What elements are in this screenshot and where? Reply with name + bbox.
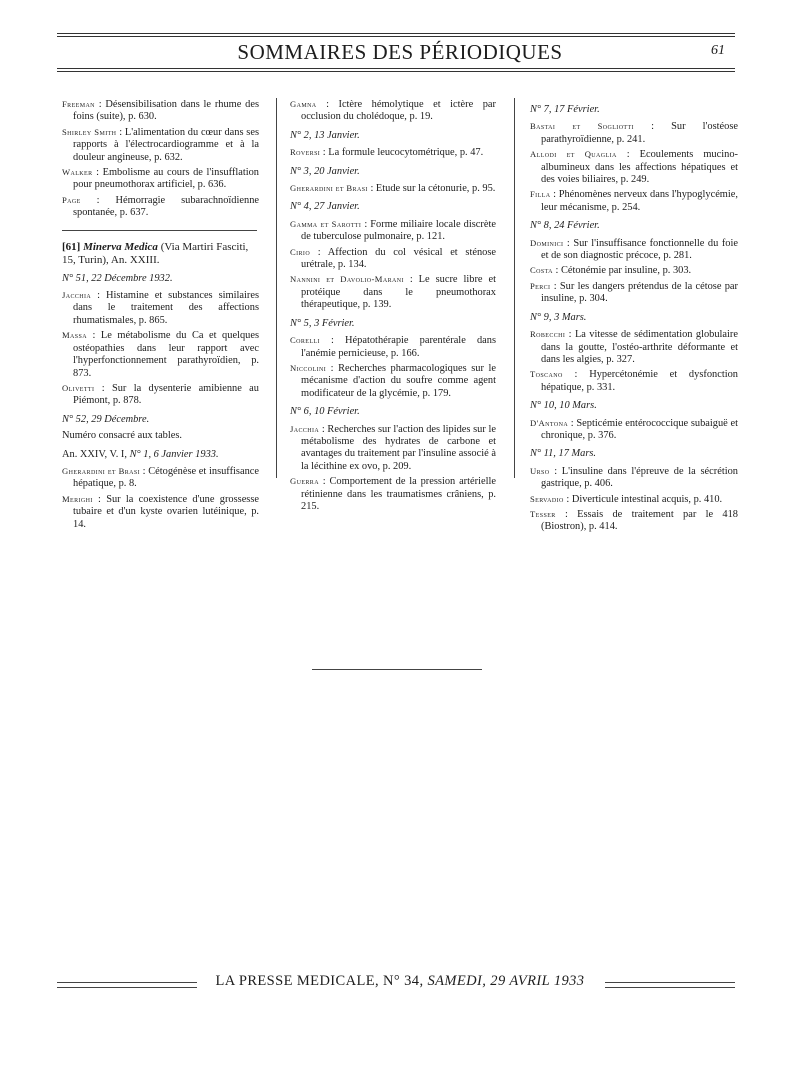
entry-text: : Etude sur la cétonurie, p. 95.	[367, 183, 496, 195]
abstract-entry	[290, 146, 496, 159]
issue-heading	[62, 449, 259, 461]
entry-list	[62, 289, 259, 408]
entry-author: Roversi	[290, 147, 321, 158]
issue-heading: N° 4, 27 Janvier.	[290, 201, 360, 213]
journal-number: [61]	[62, 240, 81, 253]
abstract-entry	[62, 126, 259, 164]
entry-text: : La vitesse de sédimentation globulaire dans la goutte, l'ostéo-arthrite déformante et dans les algies, p. 327.	[541, 329, 738, 365]
entry-text: : Septicémie entérococcique subaiguë et chronique, p. 376.	[541, 417, 738, 441]
entry-text: : Phénomènes nerveux dans l'hypoglycémie, leur mécanisme, p. 254.	[541, 189, 738, 213]
abstract-entry	[530, 264, 738, 277]
abstract-entry	[530, 237, 738, 263]
closing-rule	[312, 669, 482, 670]
entry-text: : Sur la dysenterie amibienne au Piémont, p. 878.	[73, 382, 259, 407]
entry-author: Walker	[62, 167, 93, 178]
entry-text: : Le sucre libre et protéique dans le pneumothorax thérapeutique, p. 139.	[301, 274, 497, 311]
entry-author: Freeman	[62, 99, 95, 109]
journal-heading	[62, 241, 259, 267]
issue-heading: N° 8, 24 Février.	[530, 220, 600, 232]
entry-author: Jacchia	[62, 290, 92, 301]
entry-author: Page	[62, 194, 81, 205]
entry-author: Toscano	[530, 369, 563, 380]
issue-heading: N° 9, 3 Mars.	[530, 311, 587, 323]
entry-author: Cirio	[290, 246, 311, 257]
abstract-entry	[530, 120, 738, 146]
entry-author: Massa	[62, 330, 87, 341]
entry-text: : Ecoulements mucino-albumineux dans les affections hépatiques et des voies biliaires, p. 249.	[541, 149, 738, 186]
abstract-entry	[290, 362, 496, 400]
issue-list	[290, 130, 496, 514]
entry-text: : Sur la coexistence d'une grossesse tubaire et d'un kyste ovarien lutéinique, p. 14.	[73, 493, 259, 530]
entry-text: : Recherches pharmacologiques sur le mécanisme d'action du soufre comme agent modificateur de la glycémie, p. 179.	[301, 362, 496, 399]
entry-author: Perci	[530, 280, 551, 291]
entry-text: : Le métabolisme du Ca et quelques ostéopathies dans leur rapport avec l'hyperfonctionnement parathyroïdien, p. 873.	[73, 330, 259, 379]
header-bottom-rule	[57, 68, 735, 69]
abstract-entry	[530, 368, 738, 394]
entry-text: : L'alimentation du cœur dans ses rapports à l'électrocardiogramme et à la douleur angineuse, p. 632.	[73, 126, 260, 163]
column-1	[62, 98, 259, 533]
entry-text: : Ictère hémolytique et ictère par occlusion du cholédoque, p. 19.	[301, 99, 496, 123]
entry-text: : Hépatothérapie parentérale dans l'anémie pernicieuse, p. 166.	[301, 335, 496, 359]
entry-text: : Embolisme au cours de l'insufflation pour pneumothorax artificiel, p. 636.	[73, 167, 259, 191]
issue-heading: N° 5, 3 Février.	[290, 317, 355, 329]
entry-author: Gamma et Sarotti	[290, 218, 362, 229]
abstract-entry	[62, 493, 259, 531]
entry-list	[62, 465, 259, 531]
entry-author: Tesser	[530, 508, 556, 519]
footer-date: SAMEDI, 29 AVRIL 1933	[427, 973, 585, 989]
entry-text: : Cétogénèse et insuffisance hépatique, p. 8.	[73, 465, 259, 490]
abstract-entry	[530, 280, 738, 306]
abstract-entry	[62, 98, 259, 124]
column-divider	[276, 98, 277, 478]
entry-text: : Comportement de la pression artérielle rétinienne dans les traumatismes crâniens, p. 215.	[301, 476, 496, 512]
issue-heading: N° 7, 17 Février.	[530, 104, 600, 115]
entry-text: : Forme miliaire locale discrète de tuberculose pulmonaire, p. 121.	[301, 218, 496, 243]
entry-text: : Sur l'insuffisance fonctionnelle du foie et de son diagnostic précoce, p. 281.	[541, 237, 738, 262]
entry-text: : Cétonémie par insuline, p. 303.	[552, 265, 692, 277]
abstract-entry	[62, 166, 259, 192]
entry-text: : Recherches sur l'action des lipides sur le métabolisme des hydrates de carbone et avantages du traitement par l'insuline associé à la lécithine ex ovo, p. 209.	[301, 423, 496, 472]
entry-author: Filla	[530, 189, 551, 200]
issue-heading: N° 2, 13 Janvier.	[290, 129, 360, 141]
issue-heading: N° 10, 10 Mars.	[530, 400, 597, 412]
issue-list	[530, 104, 738, 534]
entry-author: Robecchi	[530, 329, 566, 340]
entry-author: Nannini et Davolio-Marani	[290, 274, 404, 285]
abstract-entry	[290, 475, 496, 513]
entry-author: Merighi	[62, 493, 93, 504]
entry-author: Olivetti	[62, 382, 95, 393]
issue-heading: N° 3, 20 Janvier.	[290, 165, 360, 177]
abstract-entry	[530, 493, 738, 506]
abstract-entry	[62, 329, 259, 380]
issue-volume: An. XXIV, V. I,	[62, 448, 127, 460]
abstract-entry	[530, 508, 738, 534]
entry-author: Shirley Smith	[62, 126, 117, 137]
entry-text: : La formule leucocytométrique, p. 47.	[320, 147, 484, 159]
entry-text: : Hémorragie subarachnoïdienne spontanée, p. 637.	[73, 194, 259, 219]
section-separator	[62, 230, 257, 231]
abstract-entry	[62, 289, 259, 327]
abstract-entry	[62, 382, 259, 408]
entry-text: : L'insuline dans l'épreuve de la sécrétion gastrique, p. 406.	[541, 465, 738, 490]
entry-author: Dominici	[530, 237, 564, 248]
journal-name: Minerva Medica	[83, 240, 158, 253]
issue-heading: N° 11, 17 Mars.	[530, 448, 597, 460]
entry-author: Jacchia	[290, 423, 320, 434]
entry-text: : Affection du col vésical et sténose urétrale, p. 134.	[301, 246, 496, 271]
abstract-entry	[530, 328, 738, 366]
abstract-entry	[290, 218, 496, 244]
header-top-rule-2	[57, 36, 735, 37]
abstract-entry	[290, 334, 496, 360]
issue-heading: N° 52, 29 Décembre.	[62, 413, 150, 425]
entry-text: : Diverticule intestinal acquis, p. 410.	[563, 493, 723, 505]
issue-heading: N° 6, 10 Février.	[290, 406, 360, 418]
entry-author: D'Antona	[530, 417, 569, 428]
header-top-rule	[57, 33, 735, 34]
entry-text: : Sur les dangers prétendus de la cétose par insuline, p. 304.	[541, 280, 738, 305]
entry-author: Bastai et Sogliotti	[530, 121, 634, 132]
footer-publication: LA PRESSE MEDICALE, N° 34,	[215, 973, 424, 989]
footer-rule-right	[605, 982, 735, 988]
entry-author: Costa	[530, 265, 553, 276]
abstract-entry	[62, 465, 259, 491]
issue-note: Numéro consacré aux tables.	[62, 430, 183, 442]
entry-list	[62, 98, 259, 220]
entry-author: Guerra	[290, 476, 319, 487]
entry-author: Gherardini et Brasi	[62, 465, 140, 476]
abstract-entry	[530, 188, 738, 214]
entry-author: Servadio	[530, 493, 564, 504]
abstract-entry	[530, 148, 738, 186]
abstract-entry	[290, 273, 496, 311]
abstract-entry	[530, 465, 738, 491]
column-3	[530, 98, 738, 536]
entry-author: Allodi et Quaglia	[530, 149, 617, 160]
entry-author: Corelli	[290, 335, 320, 346]
abstract-entry	[290, 423, 496, 474]
page-title: SOMMAIRES DES PÉRIODIQUES	[237, 40, 563, 64]
abstract-entry	[290, 182, 496, 195]
abstract-entry	[290, 246, 496, 272]
abstract-entry	[530, 417, 738, 443]
entry-text: : Hypercétonémie et dysfonction hépatique, p. 331.	[541, 369, 738, 393]
abstract-entry	[62, 194, 259, 220]
entry-author: Niccolini	[290, 362, 327, 373]
issue-heading: N° 51, 22 Décembre 1932.	[62, 272, 173, 284]
entry-text: : Histamine et substances similaires dans le traitement des affections rhumatismales, p. 865.	[73, 290, 259, 326]
entry-author: Urso	[530, 465, 550, 476]
entry-text: : Essais de traitement par le 418 (Biostron), p. 414.	[541, 508, 738, 533]
entry-author: Gamna	[290, 99, 317, 109]
entry-list	[290, 98, 496, 124]
journal-details: (Via Martiri Fasciti, 15, Turin), An. XXIII.	[62, 240, 249, 266]
entry-text: : Sur l'ostéose parathyroïdienne, p. 241.	[541, 121, 738, 145]
entry-author: Gherardini et Brasi	[290, 183, 368, 194]
abstract-entry	[290, 98, 496, 124]
page-number: 61	[711, 43, 725, 58]
header-bottom-rule-2	[57, 71, 735, 72]
entry-text: : Désensibilisation dans le rhume des foins (suite), p. 630.	[73, 99, 259, 123]
issue-date: N° 1, 6 Janvier 1933.	[129, 448, 219, 460]
column-2	[290, 98, 496, 515]
column-divider	[514, 98, 515, 478]
